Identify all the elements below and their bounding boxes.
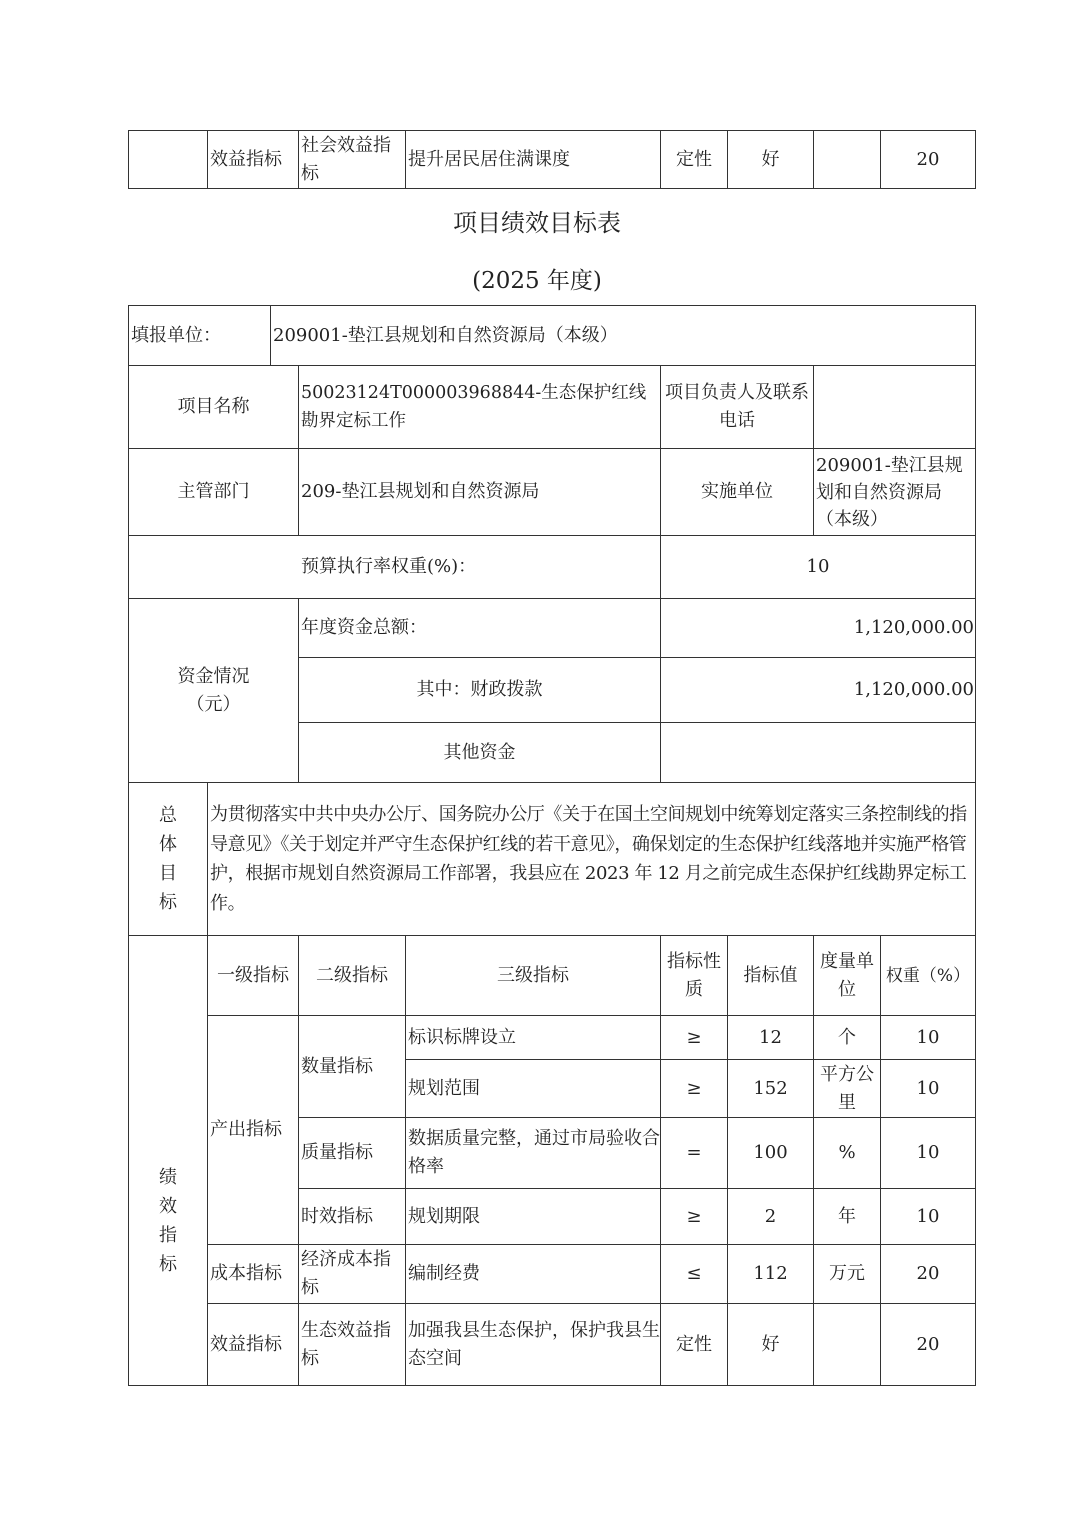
header-unit: 度量单位 [820,950,874,1000]
budget-rate-value: 10 [806,556,830,577]
funds-fiscal-value: 1,120,000.00 [853,679,974,700]
budget-rate-label: 预算执行率权重(%)： [301,556,477,577]
impl-value: 209001-垫江县规划和自然资源局（本级） [816,454,963,530]
dept-label: 主管部门 [177,481,250,502]
level1-benefit: 效益指标 [210,1333,282,1355]
cell-unit: 万元 [829,1263,865,1284]
cell-weight: 10 [916,1205,940,1227]
cell-value: 好 [761,148,780,170]
rule [128,1385,976,1386]
level2-economic-cost: 经济成本指标 [301,1249,391,1298]
page-title: 项目绩效目标表 [453,209,621,237]
cell-value: 100 [753,1142,788,1163]
cell-level3: 规划范围 [408,1077,480,1099]
cell-level1: 效益指标 [210,148,282,170]
cell-nature: ≥ [686,1205,702,1227]
rule [128,188,976,189]
rule [975,130,976,189]
rule [128,130,129,189]
level1-output: 产出指标 [210,1119,282,1140]
header-level2: 二级指标 [316,964,388,986]
funds-other-value [661,723,975,782]
level2-ecological: 生态效益指标 [301,1319,391,1369]
level2-quantity: 数量指标 [301,1055,373,1077]
cell-value: 112 [753,1263,788,1284]
funds-label: 资金情况（元） [177,665,250,715]
cell-nature: ≥ [686,1077,702,1099]
funds-other-label: 其他资金 [443,741,516,763]
level2-timeliness: 时效指标 [301,1205,373,1227]
dept-value: 209-垫江县规划和自然资源局 [301,481,540,502]
funds-total-value: 1,120,000.00 [853,617,974,638]
cell-level3: 数据质量完整，通过市局验收合格率 [408,1128,660,1177]
impl-label: 实施单位 [701,481,773,502]
header-level3: 三级指标 [497,964,569,986]
header-nature: 指标性质 [667,950,721,1000]
cell-value: 2 [764,1205,777,1227]
cell-unit: % [838,1142,856,1163]
project-name-value: 50023124T000003968844-生态保护红线勘界定标工作 [301,383,647,431]
goal-text: 为贯彻落实中共中央办公厅、国务院办公厅《关于在国土空间规划中统筹划定落实三条控制线的指导意见》《关于划定并严守生态保护红线的若干意见》，确保划定的生态保护红线落地并实施严格管护，根据市规划自然资源局工作部署，我县应在 2023 年 12 月之前完成生态保护红线勘界定标工作。 [210,804,967,914]
cell-unit: 个 [838,1026,856,1048]
goal-label: 总体目标 [159,805,177,913]
cell-level3: 加强我县生态保护，保护我县生态空间 [408,1319,660,1369]
cell-value: 12 [759,1026,782,1048]
rule [975,305,976,1386]
contact-value [814,366,975,448]
contact-label: 项目负责人及联系电话 [665,382,809,431]
page-subtitle: (2025 年度) [472,268,602,294]
cell-weight: 10 [916,1026,940,1048]
funds-fiscal-label: 其中：财政拨款 [416,679,543,700]
cell-weight: 10 [916,1077,940,1099]
cell-level3: 规划期限 [408,1205,480,1227]
funds-total-label: 年度资金总额： [301,617,427,638]
header-value: 指标值 [743,964,798,986]
cell-unit [814,1304,880,1385]
cell-unit [814,131,880,188]
cell-nature: = [686,1142,702,1163]
cell-level2: 社会效益指标 [301,134,391,184]
cell-nature: ≥ [686,1026,702,1048]
cell-nature: ≤ [686,1263,702,1284]
cell-unit: 平方公里 [820,1063,874,1113]
filler-value: 209001-垫江县规划和自然资源局（本级） [273,324,618,346]
indicator-section-label: 绩效指标 [159,1166,177,1275]
cell-weight: 20 [916,1333,940,1355]
cell-level3: 标识标牌设立 [408,1026,516,1048]
cell-weight: 10 [916,1142,940,1163]
cell-level3: 编制经费 [408,1263,480,1284]
project-name-label: 项目名称 [177,396,250,417]
cell-nature: 定性 [676,1333,712,1355]
cell-weight: 20 [916,1263,940,1284]
cell-value: 好 [761,1333,780,1355]
cell-level3: 提升居民居住满课度 [408,148,570,170]
cell-nature: 定性 [676,148,712,170]
header-level1: 一级指标 [217,964,289,986]
level1-cost: 成本指标 [210,1263,282,1284]
cell-value: 152 [753,1077,788,1099]
header-weight: 权重（%） [885,965,971,986]
level2-quality: 质量指标 [301,1142,373,1163]
filler-label: 填报单位： [131,324,221,346]
cell-weight: 20 [916,148,940,170]
cell-unit: 年 [838,1205,856,1227]
